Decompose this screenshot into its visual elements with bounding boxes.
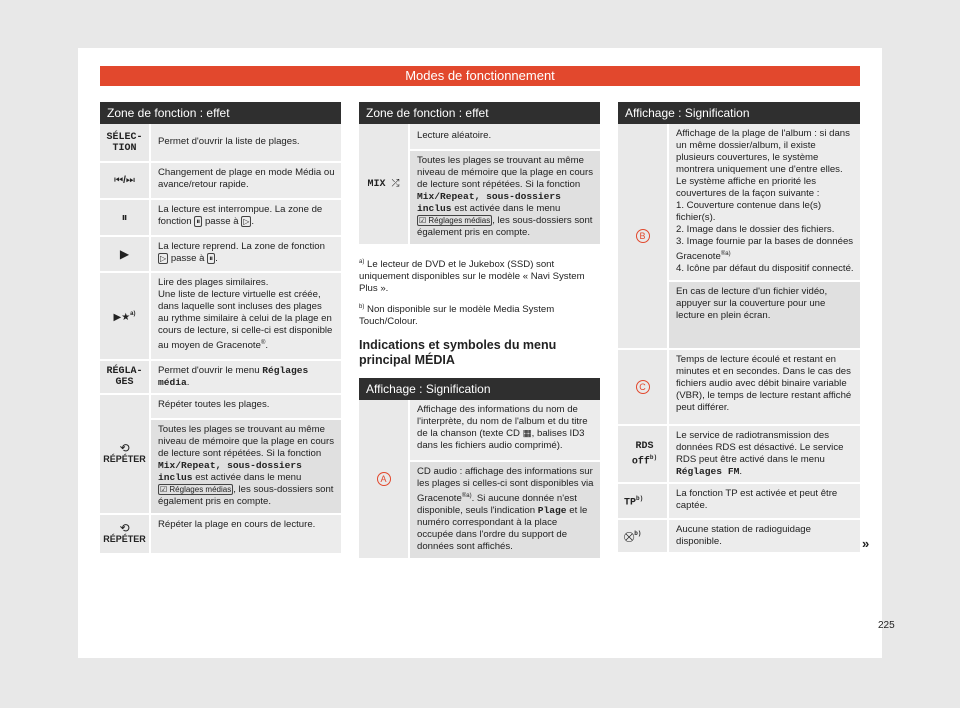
row-text: Répéter toutes les plages. [151,395,341,418]
menu-button [417,215,492,226]
row-text-part: Lire des plages similaires. Une liste de lecture virtuelle est créée, dans laquelle sont incluses des plages au rythme similaire à celui de la plage en cours de lecture, si celle-ci est disponible au moyen de Gracenote [158,277,333,352]
row-text-part: 4. Icône par défaut du dispositif connecté. [676,263,854,275]
row-text-stack [408,400,600,558]
similar-tracks-key [100,273,149,359]
repeat-one-icon: ⟲ [119,521,130,535]
row-text-part: Affichage des informations du nom de l'interprète, du nom de l'album et du titre de la chanson (texte CD [417,404,588,440]
middle-column [359,102,600,560]
menu-button-label: Réglages médias [428,216,491,225]
table-header: Affichage : Signification [618,102,860,124]
table-row [618,520,860,554]
menu-button [158,484,233,495]
play-star-icon: ▶★ [113,311,131,323]
row-text [410,400,600,460]
menu-name: Réglages FM [676,466,740,477]
row-text-part: CD audio : affichage des informations sur les plages si celles-ci sont disponibles via Gracenote [417,466,594,505]
callout-key [618,350,667,424]
pause-button-icon: ⏸ [196,217,201,226]
footnote-mark: b) [649,453,658,461]
table-row [100,237,341,273]
menu-name: Réglages média [158,365,309,388]
no-traffic-station-key [618,520,667,552]
table-header: Affichage : Signification [359,378,600,400]
previous-track-icon: ⏮ [114,175,124,186]
callout-key [359,400,408,558]
indication-name: Plage [537,505,567,517]
row-text: Temps de lecture écoulé et restant en minutes et en secondes. Dans le cas des fichiers audio avec débit binaire variable (VBR), le temps de lecture restant affiché peut différer. [667,350,860,424]
page-title: Modes de fonctionnement [100,66,860,86]
row-text-part: Toutes les plages se trouvant au même niveau de mémoire que la plage en cours de lecture sont répétées. Si la fonction [417,155,593,190]
play-button-icon: ▷ [160,254,167,263]
table-row [100,124,341,163]
row-text-part: est activée dans le menu [192,472,302,483]
table-row [359,124,600,246]
footnote-text: Non disponible sur le modèle Media System Touch/Colour. [359,304,555,328]
row-text [151,418,341,513]
key-label: RÉPÉTER [103,454,146,464]
row-text: En cas de lecture d'un fichier vidéo, appuyer sur la couverture pour une lecture en plein écran. [669,280,860,348]
key-label: TP [624,497,637,509]
callout-marker: A [377,472,391,486]
registered-mark: ® [260,340,266,346]
settings-key: RÉGLA- GES [100,361,149,393]
key-separator: / [123,175,126,186]
pause-key [100,200,149,235]
cd-text-icon: ▦ [522,428,532,440]
play-key [100,237,149,271]
row-text: Lecture aléatoire. [410,124,600,149]
row-text-part: . [215,253,218,264]
table-row [100,200,341,237]
repeat-one-key [100,515,149,553]
footnote-mark: a) [359,259,365,265]
check-icon: ☑ [160,485,168,494]
table-row [618,484,860,520]
row-text-part: Affichage de la plage de l'album : si dans un même dossier/album, il existe plusieurs couvertures, le système montrera uniquement une d'entre elles. Le système affiche en priorité les couvertures de la façon suivante : 1. Couverture contenue dans le(s) fichier(s). 2. Image dans le dossier des fichiers. 3. Image fournie par la bases de données Gracenote [676,128,854,263]
row-text: La fonction TP est activée et peut être captée. [667,484,860,518]
table-row [359,400,600,560]
row-text: Aucune station de radioguidage disponible. [667,520,860,552]
repeat-icon: ⟲ [119,441,130,455]
row-text [410,149,600,244]
menu-button-label: Réglages médias [169,485,232,494]
footnote-a [359,256,600,295]
row-text-stack [149,395,341,513]
registered-mark: ® [720,251,726,257]
footnote-mark: a) [466,493,472,500]
function-name: Mix/Repeat, sous-dossiers inclus [417,191,561,214]
row-text-part: Toutes les plages se trouvant au même niveau de mémoire que la plage en cours de lecture sont répétées. Si la fonction [158,424,334,459]
row-text: Répéter la plage en cours de lecture. [149,515,341,553]
row-text: Permet d'ouvrir la liste de plages. [149,124,341,161]
pause-icon: ⏸ [121,210,128,224]
row-text-stack [667,124,860,348]
row-text-part: . [251,216,255,227]
row-text [149,361,341,393]
check-icon: ☑ [419,216,427,225]
left-function-table [100,102,341,555]
footnote-mark: b) [634,530,642,538]
table-row [100,163,341,200]
callout-key [618,124,667,348]
row-text-stack [408,124,600,244]
mix-key [359,124,408,244]
no-traffic-info-icon: ⛒ [624,531,635,543]
shuffle-icon: ⤮ [391,178,400,189]
row-text: Changement de plage en mode Média ou avance/retour rapide. [149,163,341,198]
row-text [410,460,600,558]
pause-button-icon: ⏸ [209,254,214,263]
footnote-mark: b) [359,304,365,311]
row-text-part: . [739,466,743,477]
row-text-part: Le service de radiotransmission des données RDS est désactivé. Le service RDS peut être activé dans le menu [676,430,844,465]
table-row [100,361,341,395]
table-header: Zone de fonction : effet [100,102,341,124]
row-text-part: , les sous-dossiers sont également pris en compte. [417,215,593,238]
play-icon: ▶ [119,246,130,261]
next-track-icon: ⏭ [125,175,135,186]
table-header: Zone de fonction : effet [359,102,600,124]
function-name: Mix/Repeat, sous-dossiers inclus [158,460,302,483]
table-row [100,515,341,555]
section-title: Indications et symboles du menu principal MÉDIA [359,338,557,368]
row-text-part: . Si aucune donnée n'est disponible, seuls l'indication [417,493,577,517]
row-text [669,124,860,280]
callout-marker: C [636,380,650,394]
row-text-part: . [265,340,269,352]
key-label: RDS off [631,440,654,468]
footnote-b [359,301,600,328]
row-text [149,273,341,359]
footnotes [359,256,600,328]
select-key: SÉLEC- TION [100,124,149,161]
row-text [667,426,860,482]
table-row [618,124,860,350]
right-display-table [618,102,860,554]
row-text [149,237,341,271]
row-text-part: La lecture est interrompue. La zone de fonction [158,204,323,227]
footnote-mark: a) [130,311,136,318]
row-text-part: passe à [202,216,242,227]
key-label: MIX [367,179,386,190]
row-text-part: Permet d'ouvrir le menu [158,365,263,376]
row-text-part: passe à [168,253,208,264]
footnote-mark: a) [725,251,731,257]
callout-marker: B [636,229,650,243]
rds-off-key [618,426,667,482]
row-text-part: La lecture reprend. La zone de fonction [158,241,325,252]
table-row [618,426,860,484]
row-text-part: , balises ID3 dans les fichiers audio comprimé). [417,428,585,452]
row-text-part: , les sous-dossiers sont également pris en compte. [158,484,334,507]
row-text-part: est activée dans le menu [451,203,561,214]
row-text [149,200,341,235]
tp-key [618,484,667,518]
registered-mark: ® [461,493,467,500]
footnote-mark: b) [636,495,644,503]
table-row [618,350,860,426]
track-skip-key [100,163,149,198]
continued-mark: » [862,536,870,551]
footnote-text: Le lecteur de DVD et le Jukebox (SSD) sont uniquement disponibles sur le modèle « Navi System Plus ». [359,259,585,295]
row-text-part: et le numéro correspondant à la place occupée dans l'ordre du support de données sont affichés. [417,505,588,553]
play-button-icon: ▷ [243,217,250,226]
table-row [100,273,341,361]
key-label: RÉPÉTER [103,534,146,544]
repeat-all-key [100,395,149,513]
row-text-part: . [186,377,190,388]
table-row [100,395,341,515]
page-number: 225 [878,620,895,631]
